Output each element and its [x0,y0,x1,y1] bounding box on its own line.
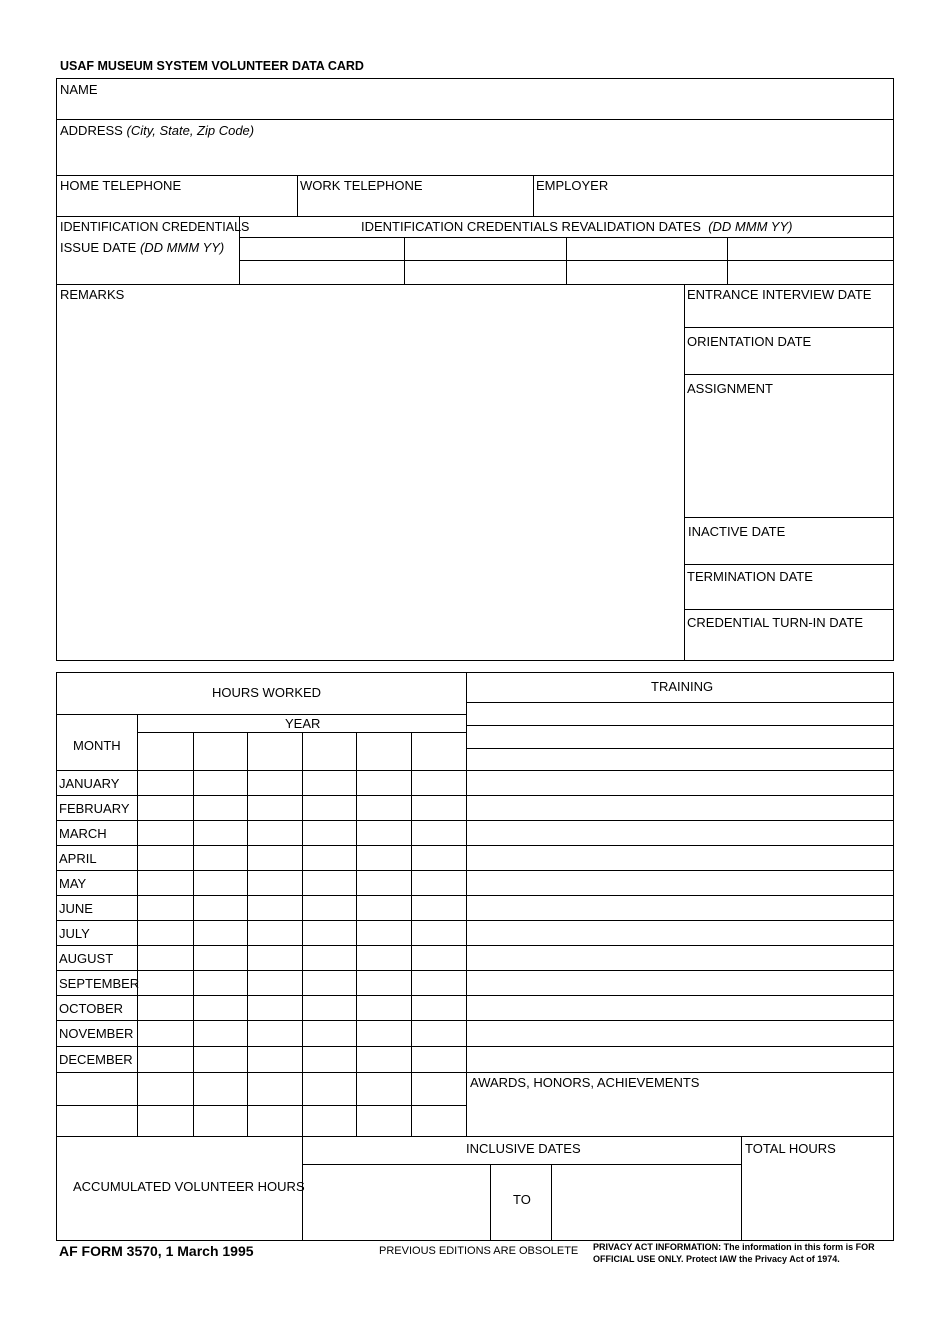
to-label: TO [513,1192,531,1207]
hours-cell[interactable] [357,997,411,1020]
training-row-field[interactable] [467,1048,893,1071]
hours-cell[interactable] [303,1022,356,1045]
hours-cell[interactable] [194,872,247,895]
inclusive-date-to-field[interactable] [552,1165,740,1239]
hours-cell[interactable] [412,1048,466,1071]
divider [684,374,893,375]
hours-cell[interactable] [248,922,302,945]
month-label: MONTH [73,738,121,753]
hours-cell[interactable] [248,1048,302,1071]
hours-cell[interactable] [194,1022,247,1045]
divider [57,945,893,946]
hours-cell[interactable] [303,872,356,895]
hours-cell[interactable] [194,772,247,795]
revalidation-dates-label [361,219,792,234]
divider [57,820,893,821]
inactive-date-field[interactable] [685,541,892,563]
hours-cell[interactable] [412,872,466,895]
hours-cell[interactable] [138,872,192,895]
month-label-7: AUGUST [59,951,114,966]
hours-worked-label: HOURS WORKED [212,685,322,700]
divider [490,1164,491,1240]
month-label-8: SEPTEMBER [59,976,140,991]
hours-cell[interactable] [303,1048,356,1071]
privacy-act-line2: OFFICIAL USE ONLY. Protect IAW the Privacy Act of 1974. [593,1254,840,1264]
form-title: USAF MUSEUM SYSTEM VOLUNTEER DATA CARD [60,59,364,73]
hours-cell[interactable] [412,972,466,995]
hours-cell[interactable] [303,822,356,845]
month-label-6: JULY [59,926,90,941]
remarks-field[interactable] [58,304,683,659]
hours-cell[interactable] [194,922,247,945]
assignment-label: ASSIGNMENT [687,381,773,396]
training-row-field[interactable] [467,847,893,870]
hours-cell[interactable] [194,947,247,970]
hours-cell[interactable] [248,847,302,870]
hours-cell[interactable] [194,897,247,920]
hours-cell[interactable] [412,797,466,820]
awards-field[interactable] [467,1092,893,1135]
training-label: TRAINING [651,679,714,694]
divider [684,517,893,518]
address-label-text: ADDRESS [60,123,123,138]
divider [57,1072,893,1073]
inactive-date-label: INACTIVE DATE [688,524,786,539]
revalidation-date-field[interactable] [405,238,565,259]
revalidation-date-field[interactable] [728,238,892,259]
hours-cell[interactable] [412,897,466,920]
hours-cell[interactable] [138,822,192,845]
hours-cell[interactable] [194,797,247,820]
training-row-field[interactable] [467,972,893,995]
hours-cell[interactable] [357,822,411,845]
divider [57,714,466,715]
hours-cell[interactable] [138,1048,192,1071]
home-telephone-label: HOME TELEPHONE [60,178,182,193]
hours-cell[interactable] [412,822,466,845]
hours-cell[interactable] [357,847,411,870]
previous-editions-note: PREVIOUS EDITIONS ARE OBSOLETE [379,1245,579,1257]
month-label-2: MARCH [59,826,107,841]
hours-cell[interactable] [138,897,192,920]
entrance-interview-date-field[interactable] [685,304,892,326]
training-row-field[interactable] [467,897,893,920]
hours-cell[interactable] [138,847,192,870]
hours-cell[interactable] [138,922,192,945]
hours-cell[interactable] [194,822,247,845]
hours-cell[interactable] [303,772,356,795]
divider [57,770,893,771]
hours-cell[interactable] [357,872,411,895]
hours-cell[interactable] [138,972,192,995]
divider [57,1020,893,1021]
hours-cell[interactable] [412,847,466,870]
hours-cell[interactable] [138,797,192,820]
issue-date-label [60,240,224,255]
hours-cell[interactable] [303,897,356,920]
hours-cell[interactable] [248,772,302,795]
divider [57,216,893,217]
hours-cell[interactable] [357,947,411,970]
id-credentials-label: IDENTIFICATION CREDENTIALS [60,220,250,234]
hours-cell[interactable] [194,997,247,1020]
accumulated-volunteer-hours-label: ACCUMULATED VOLUNTEER HOURS [73,1179,305,1194]
hours-cell[interactable] [138,1022,192,1045]
year-header-fields[interactable] [138,733,466,770]
orientation-date-label: ORIENTATION DATE [687,334,812,349]
month-label-5: JUNE [59,901,93,916]
hours-cell[interactable] [248,972,302,995]
revalidation-hint: (DD MMM YY) [708,219,793,234]
training-row-field[interactable] [467,997,893,1020]
revalidation-date-field[interactable] [240,238,403,259]
privacy-act-line1: PRIVACY ACT INFORMATION: The information in this form is FOR [593,1242,875,1252]
issue-date-field[interactable] [58,260,238,283]
month-label-3: APRIL [59,851,97,866]
hours-cell[interactable] [303,972,356,995]
home-telephone-field[interactable] [58,194,296,215]
divider [57,995,893,996]
hours-cell[interactable] [357,897,411,920]
divider [57,1046,893,1047]
hours-cell[interactable] [248,872,302,895]
month-label-11: DECEMBER [59,1052,133,1067]
hours-cell[interactable] [194,1048,247,1071]
divider [57,119,893,120]
address-hint: (City, State, Zip Code) [126,123,255,138]
issue-date-hint: (DD MMM YY) [139,240,225,255]
hours-cell[interactable] [303,922,356,945]
form-id: AF FORM 3570, 1 March 1995 [59,1243,254,1259]
hours-cell[interactable] [412,947,466,970]
hours-cell[interactable] [412,1022,466,1045]
credential-turn-in-date-field[interactable] [685,632,892,659]
divider [57,870,893,871]
divider [57,920,893,921]
training-row-field[interactable] [467,772,893,795]
divider [57,175,893,176]
divider [57,895,893,896]
inclusive-date-from-field[interactable] [303,1165,489,1239]
divider [684,609,893,610]
hours-cell[interactable] [248,797,302,820]
training-row-field[interactable] [467,1022,893,1045]
hours-cell[interactable] [194,847,247,870]
hours-cell[interactable] [138,772,192,795]
hours-cell[interactable] [248,947,302,970]
training-row-field[interactable] [467,872,893,895]
hours-cell[interactable] [412,772,466,795]
hours-cell[interactable] [248,997,302,1020]
divider [57,845,893,846]
assignment-field[interactable] [685,398,892,516]
hours-cell[interactable] [357,1048,411,1071]
divider [57,1105,466,1106]
hours-cell[interactable] [357,922,411,945]
divider [57,795,893,796]
month-label-9: OCTOBER [59,1001,124,1016]
hours-cell[interactable] [357,797,411,820]
total-hours-field[interactable] [742,1158,892,1239]
month-label-1: FEBRUARY [59,801,130,816]
hours-cell[interactable] [357,772,411,795]
hours-cell[interactable] [412,997,466,1020]
name-label: NAME [60,82,98,97]
revalidation-date-field[interactable] [567,261,726,283]
entrance-interview-date-label: ENTRANCE INTERVIEW DATE [687,287,872,302]
training-row-field[interactable] [467,797,893,820]
work-telephone-field[interactable] [298,194,532,215]
address-label [60,123,254,138]
divider [57,284,893,285]
remarks-label: REMARKS [60,287,125,302]
revalidation-date-field[interactable] [567,238,726,259]
address-field[interactable] [58,140,892,174]
month-label-0: JANUARY [59,776,120,791]
hours-cell[interactable] [248,1022,302,1045]
work-telephone-label: WORK TELEPHONE [300,178,423,193]
training-row-field[interactable] [467,947,893,970]
hours-cell[interactable] [357,1022,411,1045]
training-row-field[interactable] [467,822,893,845]
hours-cell[interactable] [303,847,356,870]
termination-date-label: TERMINATION DATE [687,569,813,584]
revalidation-date-field[interactable] [728,261,892,283]
divider [684,564,893,565]
hours-cell[interactable] [194,972,247,995]
name-field[interactable] [58,98,892,118]
divider [684,327,893,328]
hours-cell[interactable] [412,922,466,945]
awards-label: AWARDS, HONORS, ACHIEVEMENTS [470,1075,700,1090]
revalidation-date-field[interactable] [405,261,565,283]
issue-date-text: ISSUE DATE [60,240,137,255]
hours-cell[interactable] [303,947,356,970]
credential-turn-in-date-label: CREDENTIAL TURN-IN DATE [687,615,863,630]
month-label-4: MAY [59,876,87,891]
divider [57,1136,893,1137]
hours-cell[interactable] [303,797,356,820]
hours-cell[interactable] [357,972,411,995]
year-label: YEAR [285,716,321,731]
hours-cell[interactable] [303,997,356,1020]
revalidation-date-field[interactable] [240,261,403,283]
termination-date-field[interactable] [685,586,892,608]
employer-field[interactable] [534,194,892,215]
employer-label: EMPLOYER [536,178,609,193]
training-row-field[interactable] [467,922,893,945]
inclusive-dates-label: INCLUSIVE DATES [466,1141,581,1156]
training-field[interactable] [467,703,893,770]
divider [57,970,893,971]
hours-cell[interactable] [248,822,302,845]
orientation-date-field[interactable] [685,351,892,373]
total-hours-label: TOTAL HOURS [745,1141,836,1156]
hours-cell[interactable] [248,897,302,920]
hours-cell[interactable] [138,947,192,970]
revalidation-text: IDENTIFICATION CREDENTIALS REVALIDATION DATES [361,219,701,234]
hours-cell[interactable] [138,997,192,1020]
month-label-10: NOVEMBER [59,1026,134,1041]
